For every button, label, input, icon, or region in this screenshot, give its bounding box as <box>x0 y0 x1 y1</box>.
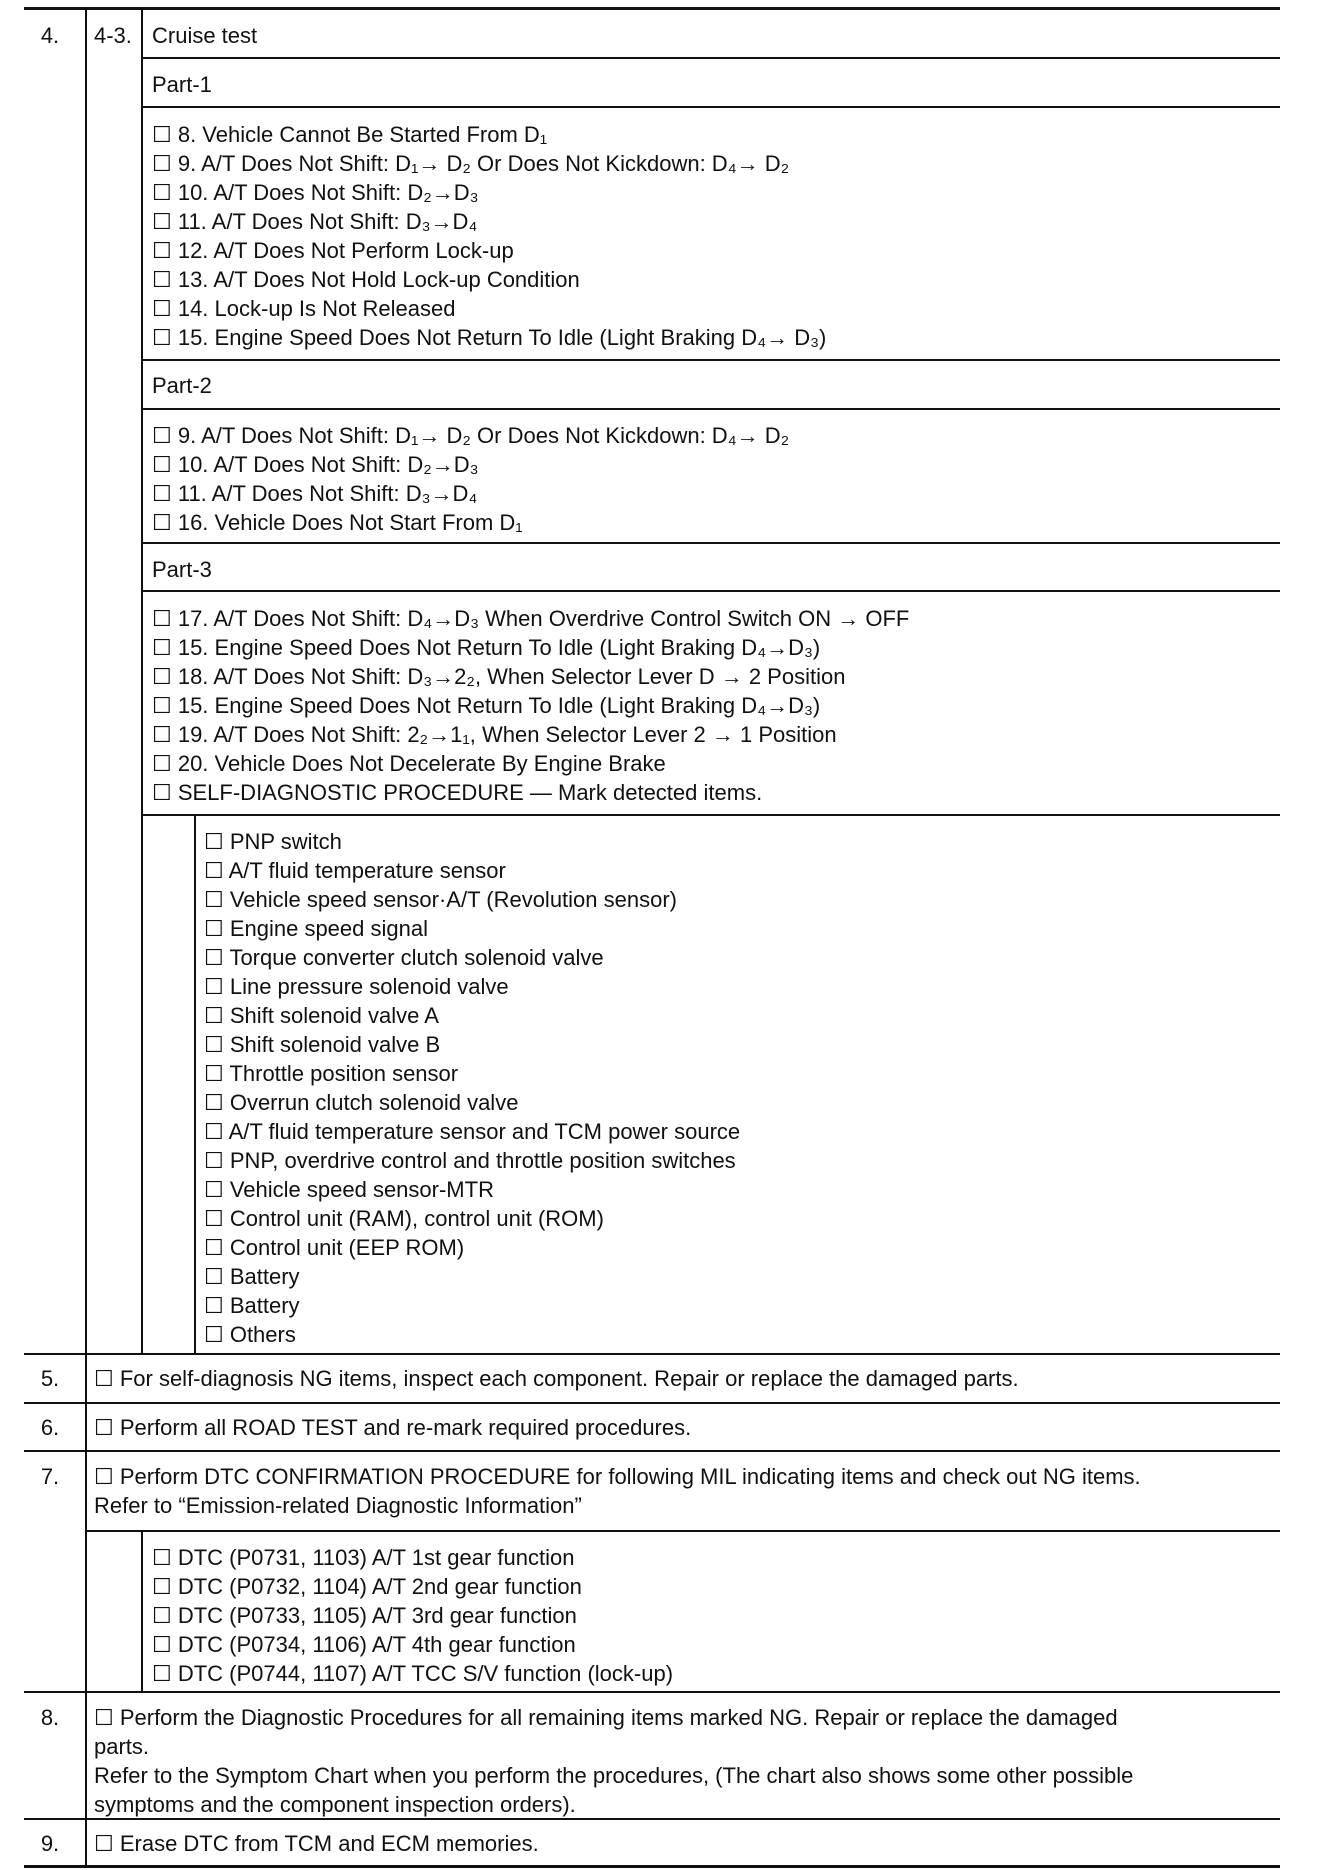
divider-part2 <box>142 359 1280 361</box>
part1-item[interactable]: ☐ 8. Vehicle Cannot Be Started From D₁ <box>152 122 548 147</box>
row6-checklist-item[interactable]: ☐ Perform all ROAD TEST and re-mark required procedures. <box>94 1415 692 1440</box>
divider-self-diag <box>142 814 1280 816</box>
row9-checklist-item[interactable]: ☐ Erase DTC from TCM and ECM memories. <box>94 1831 539 1856</box>
sub-number-4-3: 4-3. <box>94 23 132 48</box>
dtc-item[interactable]: ☐ DTC (P0732, 1104) A/T 2nd gear function <box>152 1574 582 1599</box>
self-diag-item[interactable]: ☐ A/T fluid temperature sensor <box>204 858 506 883</box>
part3-item[interactable]: ☐ 15. Engine Speed Does Not Return To Idle (Light Braking D₄→D₃) <box>152 693 821 718</box>
part3-item[interactable]: ☐ 18. A/T Does Not Shift: D₃→2₂, When Selector Lever D → 2 Position <box>152 664 846 689</box>
dtc-item[interactable]: ☐ DTC (P0733, 1105) A/T 3rd gear function <box>152 1603 577 1628</box>
self-diag-item[interactable]: ☐ Battery <box>204 1264 300 1289</box>
self-diag-item[interactable]: ☐ Battery <box>204 1293 300 1318</box>
part3-item[interactable]: ☐ 19. A/T Does Not Shift: 2₂→1₁, When Selector Lever 2 → 1 Position <box>152 722 837 747</box>
divider-row5 <box>24 1353 1280 1355</box>
part1-label: Part-1 <box>152 72 212 97</box>
row8-text-line: symptoms and the component inspection orders). <box>94 1792 576 1817</box>
part2-label: Part-2 <box>152 373 212 398</box>
part2-item[interactable]: ☐ 16. Vehicle Does Not Start From D₁ <box>152 510 523 535</box>
divider-row8 <box>24 1691 1280 1693</box>
row5-checklist-item[interactable]: ☐ For self-diagnosis NG items, inspect each component. Repair or replace the damaged parts. <box>94 1366 1019 1391</box>
dtc-item[interactable]: ☐ DTC (P0731, 1103) A/T 1st gear function <box>152 1545 575 1570</box>
self-diag-item[interactable]: ☐ Control unit (RAM), control unit (ROM) <box>204 1206 604 1231</box>
part1-item[interactable]: ☐ 13. A/T Does Not Hold Lock-up Condition <box>152 267 580 292</box>
divider-part1 <box>142 57 1280 59</box>
divider-dtc <box>86 1530 1280 1532</box>
part1-item[interactable]: ☐ 9. A/T Does Not Shift: D₁→ D₂ Or Does Not Kickdown: D₄→ D₂ <box>152 151 790 176</box>
part2-item-list <box>152 421 789 537</box>
self-diag-item[interactable]: ☐ Control unit (EEP ROM) <box>204 1235 465 1260</box>
self-diag-item-list <box>204 827 740 1349</box>
part2-item[interactable]: ☐ 11. A/T Does Not Shift: D₃→D₄ <box>152 481 478 506</box>
dtc-item[interactable]: ☐ DTC (P0734, 1106) A/T 4th gear function <box>152 1632 576 1657</box>
part2-item[interactable]: ☐ 9. A/T Does Not Shift: D₁→ D₂ Or Does Not Kickdown: D₄→ D₂ <box>152 423 790 448</box>
self-diag-item[interactable]: ☐ Overrun clutch solenoid valve <box>204 1090 519 1115</box>
row8-checklist-item[interactable]: ☐ Perform the Diagnostic Procedures for all remaining items marked NG. Repair or replace the damaged <box>94 1705 1118 1730</box>
row8-text-line: parts. <box>94 1734 150 1759</box>
divider-row7 <box>24 1450 1280 1452</box>
dtc-item[interactable]: ☐ DTC (P0744, 1107) A/T TCC S/V function (lock-up) <box>152 1661 674 1686</box>
row-number-8: 8. <box>40 1705 60 1730</box>
row-number-9: 9. <box>40 1831 60 1856</box>
self-diag-item[interactable]: ☐ PNP, overdrive control and throttle position switches <box>204 1148 736 1173</box>
sub-number-column-border <box>141 8 143 1353</box>
part2-item[interactable]: ☐ 10. A/T Does Not Shift: D₂→D₃ <box>152 452 479 477</box>
self-diag-item[interactable]: ☐ Throttle position sensor <box>204 1061 459 1086</box>
self-diagnostic-procedure-item[interactable]: ☐ SELF-DIAGNOSTIC PROCEDURE — Mark detected items. <box>152 780 763 805</box>
part1-item[interactable]: ☐ 15. Engine Speed Does Not Return To Idle (Light Braking D₄→ D₃) <box>152 325 827 350</box>
self-diag-item[interactable]: ☐ A/T fluid temperature sensor and TCM power source <box>204 1119 741 1144</box>
row7-text <box>94 1462 1141 1520</box>
divider-part2-items <box>142 408 1280 410</box>
part1-item[interactable]: ☐ 12. A/T Does Not Perform Lock-up <box>152 238 514 263</box>
row8-text-line: Refer to the Symptom Chart when you perform the procedures, (The chart also shows some other possible <box>94 1763 1134 1788</box>
divider-part1-items <box>142 106 1280 108</box>
cruise-test-title: Cruise test <box>152 23 258 48</box>
self-diag-item[interactable]: ☐ Others <box>204 1322 296 1347</box>
self-diag-item[interactable]: ☐ Shift solenoid valve B <box>204 1032 441 1057</box>
row-number-4: 4. <box>40 23 60 48</box>
part3-label: Part-3 <box>152 557 212 582</box>
row-number-5: 5. <box>40 1366 60 1391</box>
divider-part3-items <box>142 590 1280 592</box>
self-diag-item[interactable]: ☐ Line pressure solenoid valve <box>204 974 509 999</box>
part1-item-list <box>152 120 826 352</box>
self-diag-item[interactable]: ☐ PNP switch <box>204 829 342 854</box>
dtc-indent-border <box>141 1531 143 1691</box>
self-diag-indent-border <box>194 815 196 1353</box>
part3-item-list <box>152 604 909 807</box>
row8-text <box>94 1703 1133 1819</box>
divider-part3 <box>142 542 1280 544</box>
row7-reference: Refer to “Emission-related Diagnostic Information” <box>94 1493 582 1518</box>
part3-item[interactable]: ☐ 17. A/T Does Not Shift: D₄→D₃ When Overdrive Control Switch ON → OFF <box>152 606 910 631</box>
self-diag-item[interactable]: ☐ Vehicle speed sensor-MTR <box>204 1177 494 1202</box>
part1-item[interactable]: ☐ 14. Lock-up Is Not Released <box>152 296 456 321</box>
row-number-7: 7. <box>40 1464 60 1489</box>
part1-item[interactable]: ☐ 11. A/T Does Not Shift: D₃→D₄ <box>152 209 478 234</box>
row7-checklist-item[interactable]: ☐ Perform DTC CONFIRMATION PROCEDURE for following MIL indicating items and check out NG items. <box>94 1464 1141 1489</box>
self-diag-item[interactable]: ☐ Torque converter clutch solenoid valve <box>204 945 604 970</box>
self-diag-item[interactable]: ☐ Shift solenoid valve A <box>204 1003 439 1028</box>
dtc-item-list <box>152 1543 673 1688</box>
divider-row6 <box>24 1402 1280 1404</box>
row-number-6: 6. <box>40 1415 60 1440</box>
number-column-border <box>85 8 87 1867</box>
part3-item[interactable]: ☐ 15. Engine Speed Does Not Return To Idle (Light Braking D₄→D₃) <box>152 635 821 660</box>
table-top-border <box>24 7 1280 10</box>
self-diag-item[interactable]: ☐ Vehicle speed sensor·A/T (Revolution sensor) <box>204 887 677 912</box>
table-bottom-border <box>24 1865 1280 1868</box>
part1-item[interactable]: ☐ 10. A/T Does Not Shift: D₂→D₃ <box>152 180 479 205</box>
part3-item[interactable]: ☐ 20. Vehicle Does Not Decelerate By Engine Brake <box>152 751 666 776</box>
self-diag-item[interactable]: ☐ Engine speed signal <box>204 916 428 941</box>
